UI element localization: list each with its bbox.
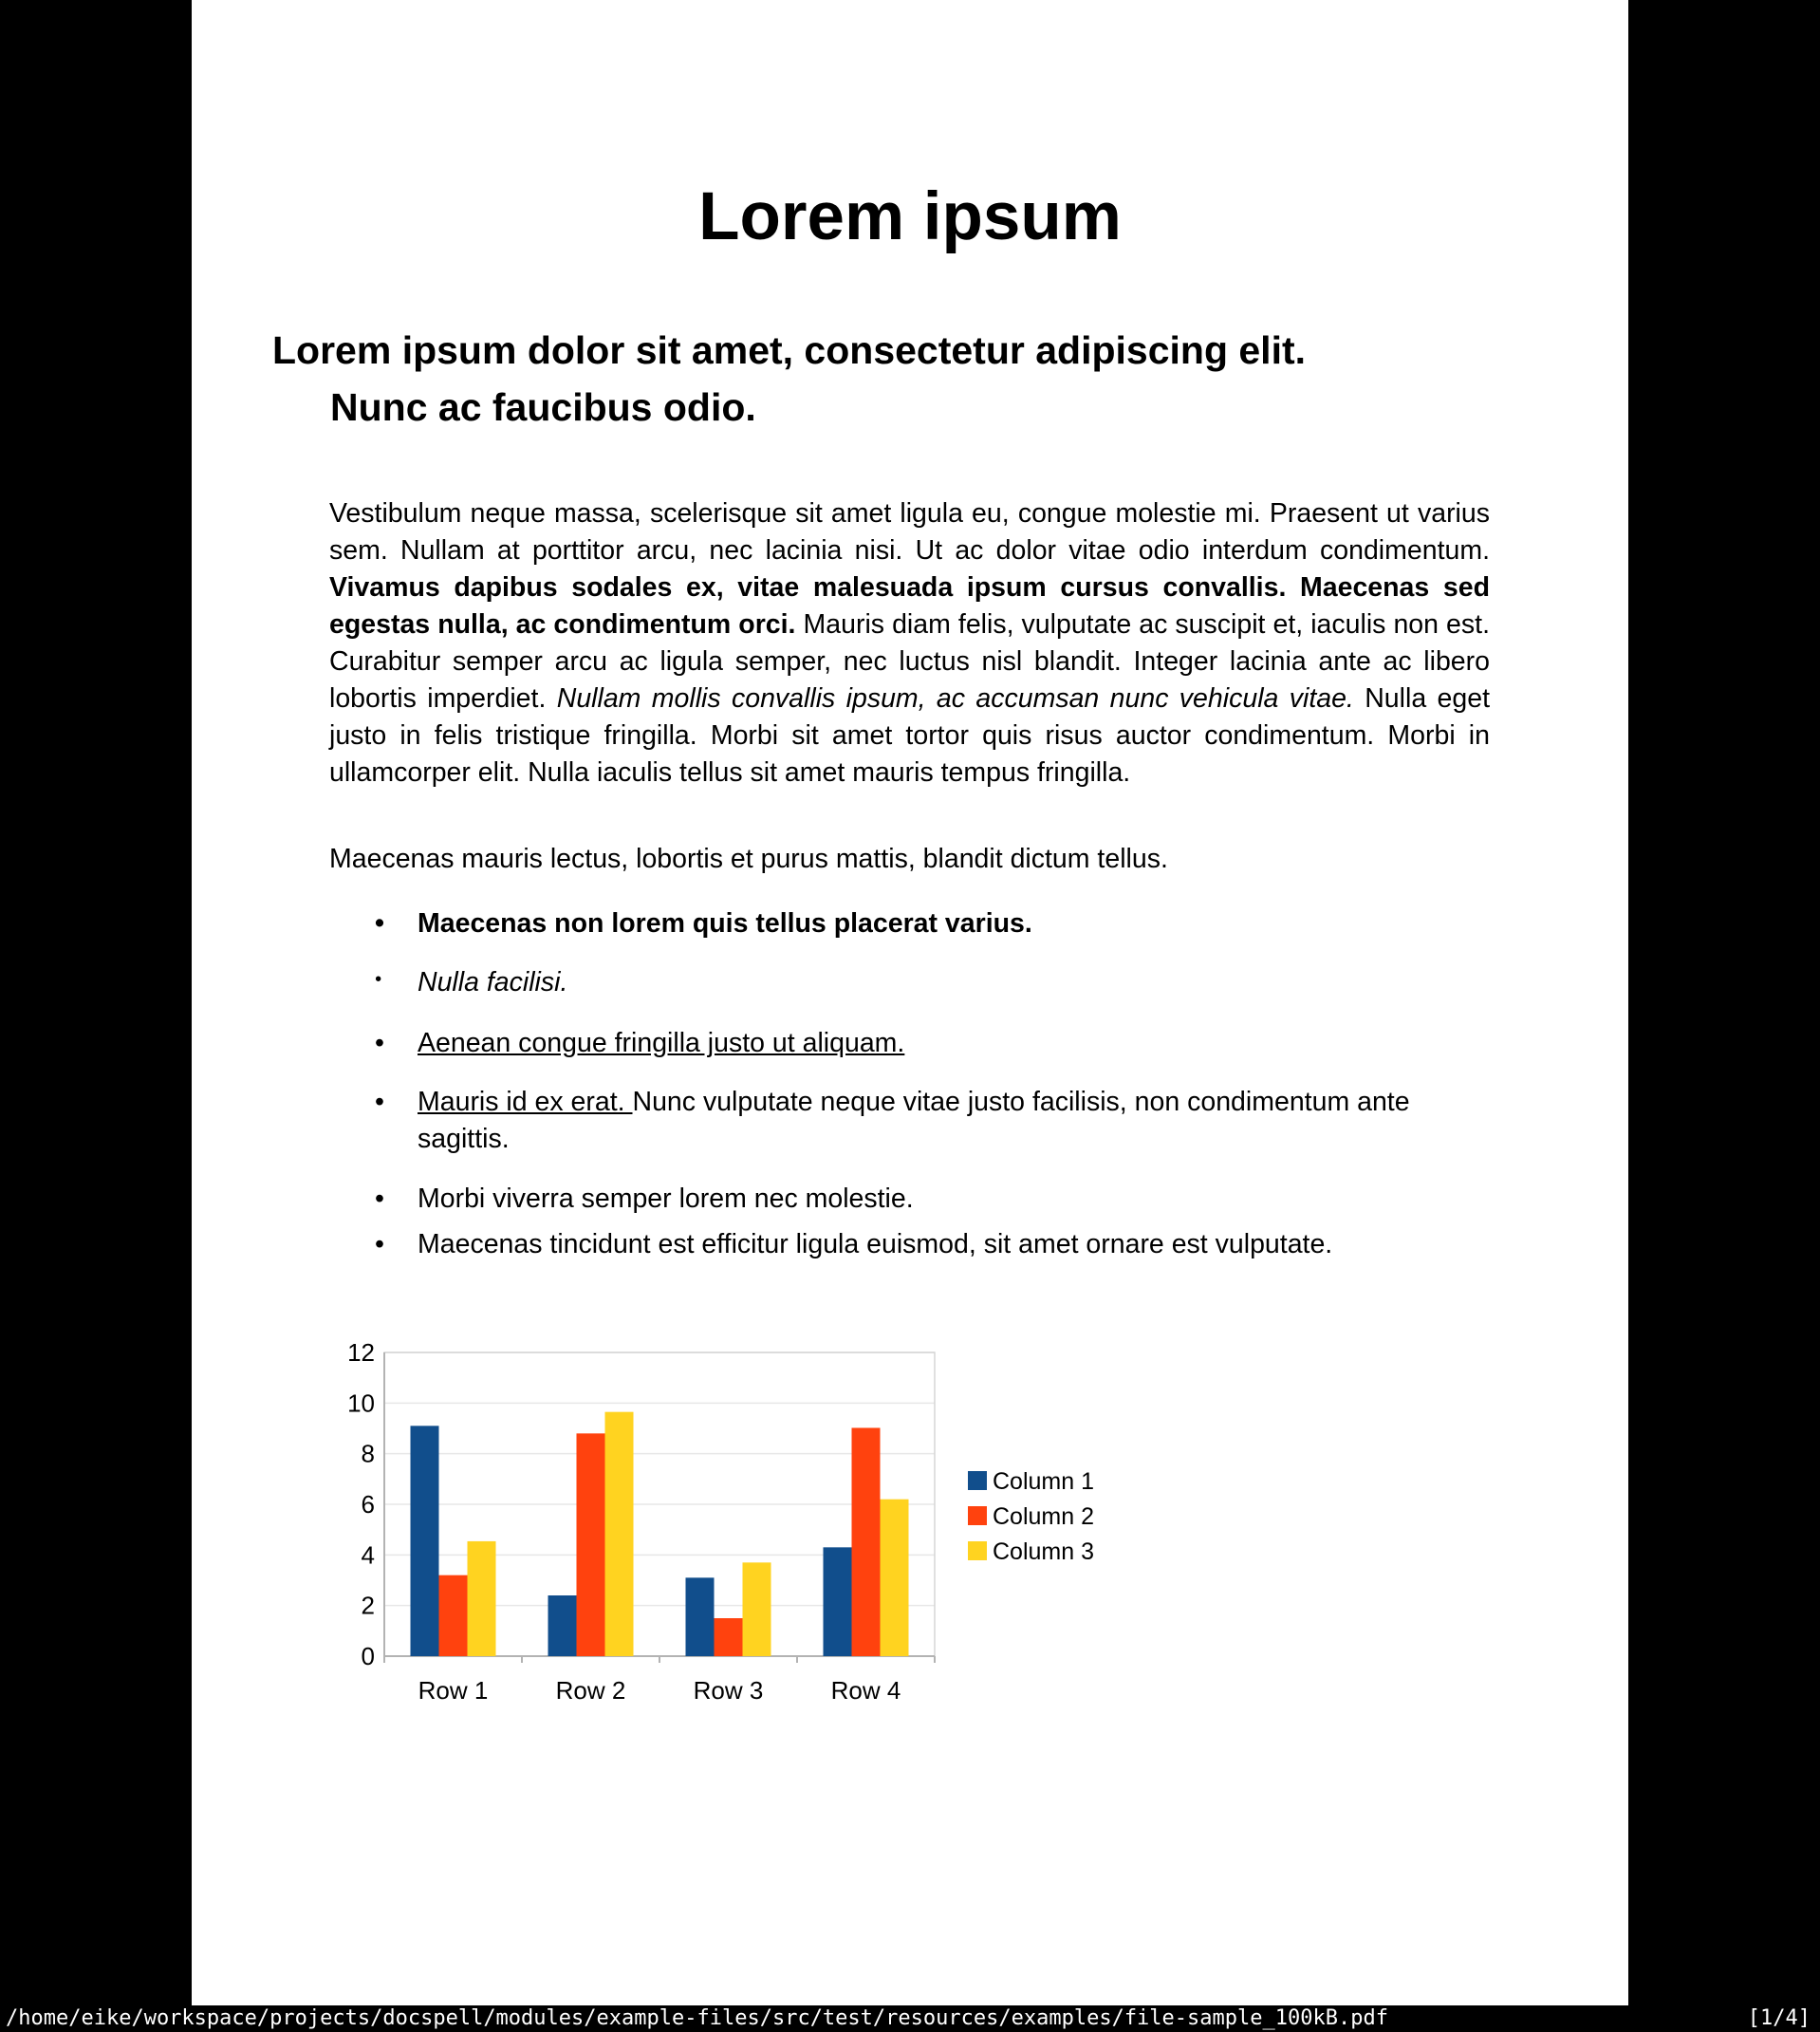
statusbar-file-path: /home/eike/workspace/projects/docspell/modules/example-files/src/test/resources/examples/file-sample_100kB.pdf: [6, 2006, 1388, 2030]
bullet-item-6: [375, 1226, 1492, 1263]
bullet-item-4: [375, 1084, 1492, 1158]
bullet-item-4-rest: Nunc vulputate neque vitae justo facilisis, non condimentum ante sagittis.: [418, 1087, 1410, 1154]
legend-label: Column 1: [993, 1468, 1094, 1495]
bullet-item-4-underlined: Mauris id ex erat.: [418, 1087, 633, 1117]
bullet-item-6-text: Maecenas tincidunt est efficitur ligula euismod, sit amet ornare est vulputate.: [418, 1229, 1333, 1259]
viewer-statusbar: [0, 2005, 1820, 2032]
y-tick-label: 12: [347, 1338, 375, 1367]
bullet-item-1: [375, 905, 1492, 942]
x-category-label: Row 2: [555, 1676, 626, 1705]
bullet-item-2: [375, 964, 1492, 1001]
bar-row-1-column-2: [439, 1575, 468, 1656]
bar-row-3-column-2: [715, 1618, 743, 1656]
document-heading: [272, 322, 1506, 436]
legend-label: Column 2: [993, 1503, 1094, 1530]
bullet-marker: •: [375, 1184, 384, 1214]
bar-row-3-column-3: [743, 1562, 771, 1656]
paragraph-1-normal-1: Vestibulum neque massa, scelerisque sit amet ligula eu, congue molestie mi. Praesent ut varius sem. Nullam at porttitor arcu, nec lacinia nisi. Ut ac dolor vitae odio interdum condimentum.: [329, 498, 1490, 566]
pdf-page[interactable]: [192, 0, 1628, 2005]
bullet-marker: •: [375, 1087, 384, 1117]
bar-chart-svg: [323, 1319, 1120, 1737]
paragraph-1-bold: Vivamus dapibus sodales ex, vitae malesuada ipsum cursus convallis. Maecenas sed egestas nulla, ac condimentum orci.: [329, 572, 1490, 640]
paragraph-1: [329, 495, 1490, 792]
y-tick-label: 6: [361, 1490, 375, 1519]
bullet-marker: •: [375, 969, 382, 990]
bullet-item-2-text: Nulla facilisi.: [418, 967, 568, 997]
bullet-marker: •: [375, 908, 384, 939]
bar-row-4-column-3: [881, 1500, 909, 1656]
bullet-item-3-text: Aenean congue fringilla justo ut aliquam.: [418, 1028, 905, 1058]
x-category-label: Row 3: [693, 1676, 764, 1705]
y-tick-label: 0: [361, 1642, 375, 1670]
paragraph-2: Maecenas mauris lectus, lobortis et purus mattis, blandit dictum tellus.: [329, 844, 1168, 874]
bar-row-3-column-1: [686, 1577, 715, 1656]
y-tick-label: 4: [361, 1540, 375, 1570]
y-tick-label: 10: [347, 1389, 375, 1418]
bullet-marker: •: [375, 1028, 384, 1058]
bar-row-2-column-3: [605, 1412, 634, 1656]
bar-chart: [323, 1319, 1120, 1737]
document-title: Lorem ipsum: [698, 179, 1122, 254]
y-tick-label: 8: [361, 1439, 375, 1468]
legend-label: Column 3: [993, 1538, 1094, 1565]
bar-row-2-column-2: [577, 1433, 605, 1656]
bar-row-4-column-1: [824, 1547, 852, 1656]
bar-row-4-column-2: [852, 1427, 881, 1656]
y-tick-label: 2: [361, 1591, 375, 1620]
bar-row-1-column-1: [411, 1426, 439, 1656]
bar-row-1-column-3: [468, 1541, 496, 1656]
bullet-item-1-text: Maecenas non lorem quis tellus placerat varius.: [418, 908, 1032, 939]
x-category-label: Row 1: [418, 1676, 489, 1705]
paragraph-1-italic: Nullam mollis convallis ipsum, ac accumsan nunc vehicula vitae.: [556, 683, 1354, 714]
heading-line-1: Lorem ipsum dolor sit amet, consectetur adipiscing elit.: [272, 328, 1307, 372]
legend-swatch: [968, 1506, 987, 1525]
bullet-marker: •: [375, 1229, 384, 1259]
bar-row-2-column-1: [548, 1595, 577, 1656]
legend-swatch: [968, 1471, 987, 1490]
legend-swatch: [968, 1541, 987, 1560]
bullet-item-5-text: Morbi viverra semper lorem nec molestie.: [418, 1184, 914, 1214]
statusbar-page-indicator: [1/4]: [1747, 2006, 1811, 2030]
paragraph-1-normal-2: Mauris diam felis, vulputate ac suscipit et, iaculis non est. Curabitur semper arcu ac ligula semper, nec luctus nisl blandit. Integer lacinia ante ac libero lobortis imperdiet.: [329, 609, 1490, 714]
paragraph-1-normal-3: Nulla eget justo in felis tristique fringilla. Morbi sit amet tortor quis risus auctor condimentum. Morbi in ullamcorper elit. Nulla iaculis tellus sit amet mauris tempus fringilla.: [329, 683, 1490, 788]
x-category-label: Row 4: [830, 1676, 901, 1705]
bullet-item-5: [375, 1181, 1492, 1218]
bullet-item-3: [375, 1025, 1492, 1062]
heading-line-2: Nunc ac faucibus odio.: [330, 385, 756, 429]
